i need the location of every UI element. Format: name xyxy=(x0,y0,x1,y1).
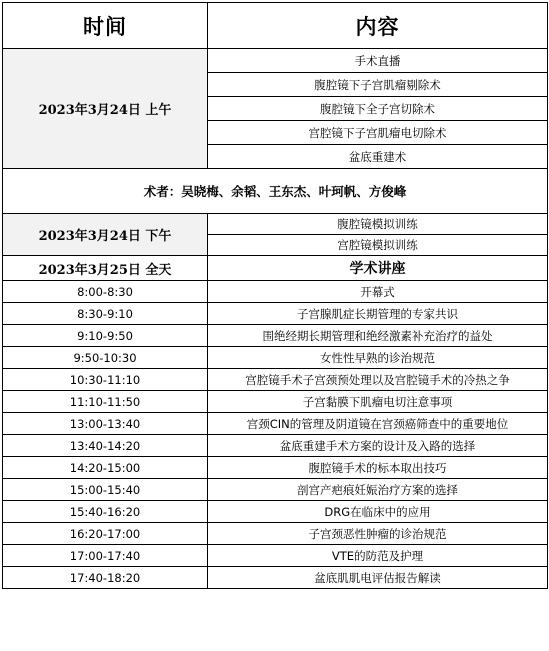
afternoon-item: 腹腔镜模拟训练 xyxy=(208,214,548,235)
schedule-row xyxy=(3,545,548,567)
header-content: 内容 xyxy=(208,3,548,49)
schedule-time: 17:00-17:40 xyxy=(3,545,208,567)
schedule-document xyxy=(2,2,547,589)
schedule-topic: 子宫颈恶性肿瘤的诊治规范 xyxy=(208,523,548,545)
schedule-row xyxy=(3,391,548,413)
header-time: 时间 xyxy=(3,3,208,49)
schedule-row xyxy=(3,347,548,369)
schedule-topic: 开幕式 xyxy=(208,281,548,303)
schedule-row xyxy=(3,325,548,347)
morning-item: 手术直播 xyxy=(208,49,548,73)
schedule-time: 8:00-8:30 xyxy=(3,281,208,303)
schedule-time: 16:20-17:00 xyxy=(3,523,208,545)
morning-item: 盆底重建术 xyxy=(208,145,548,169)
morning-date: 2023年3月24日 上午 xyxy=(3,49,208,169)
schedule-time: 9:10-9:50 xyxy=(3,325,208,347)
schedule-topic: 围绝经期长期管理和绝经激素补充治疗的益处 xyxy=(208,325,548,347)
afternoon-date: 2023年3月24日 下午 xyxy=(3,214,208,256)
schedule-row xyxy=(3,501,548,523)
schedule-row xyxy=(3,479,548,501)
schedule-time: 10:30-11:10 xyxy=(3,369,208,391)
schedule-topic: 宫颈CIN的管理及阴道镜在宫颈癌筛查中的重要地位 xyxy=(208,413,548,435)
schedule-time: 13:00-13:40 xyxy=(3,413,208,435)
morning-item: 腹腔镜下全子宫切除术 xyxy=(208,97,548,121)
schedule-time: 8:30-9:10 xyxy=(3,303,208,325)
schedule-topic: 子宫腺肌症长期管理的专家共识 xyxy=(208,303,548,325)
surgeons-text: 术者：吴晓梅、余韬、王东杰、叶珂帆、方俊峰 xyxy=(3,169,548,214)
schedule-time: 11:10-11:50 xyxy=(3,391,208,413)
table-header-row xyxy=(3,3,548,49)
schedule-time: 13:40-14:20 xyxy=(3,435,208,457)
afternoon-row xyxy=(3,214,548,235)
schedule-row xyxy=(3,303,548,325)
morning-item: 宫腔镜下子宫肌瘤电切除术 xyxy=(208,121,548,145)
schedule-time: 17:40-18:20 xyxy=(3,567,208,589)
schedule-time: 15:00-15:40 xyxy=(3,479,208,501)
day25-row xyxy=(3,256,548,281)
schedule-time: 14:20-15:00 xyxy=(3,457,208,479)
schedule-time: 15:40-16:20 xyxy=(3,501,208,523)
schedule-row xyxy=(3,281,548,303)
day25-title: 学术讲座 xyxy=(208,256,548,281)
morning-item: 腹腔镜下子宫肌瘤剔除术 xyxy=(208,73,548,97)
schedule-topic: 盆底肌肌电评估报告解读 xyxy=(208,567,548,589)
schedule-row xyxy=(3,457,548,479)
schedule-row xyxy=(3,369,548,391)
schedule-topic: DRG在临床中的应用 xyxy=(208,501,548,523)
schedule-row xyxy=(3,567,548,589)
surgeons-row xyxy=(3,169,548,214)
schedule-topic: 子宫黏膜下肌瘤电切注意事项 xyxy=(208,391,548,413)
schedule-row xyxy=(3,435,548,457)
schedule-row xyxy=(3,413,548,435)
morning-row xyxy=(3,49,548,73)
schedule-topic: 剖宫产疤痕妊娠治疗方案的选择 xyxy=(208,479,548,501)
schedule-topic: 盆底重建手术方案的设计及入路的选择 xyxy=(208,435,548,457)
schedule-topic: VTE的防范及护理 xyxy=(208,545,548,567)
afternoon-item: 宫腔镜模拟训练 xyxy=(208,235,548,256)
day25-date: 2023年3月25日 全天 xyxy=(3,256,208,281)
schedule-topic: 腹腔镜手术的标本取出技巧 xyxy=(208,457,548,479)
schedule-time: 9:50-10:30 xyxy=(3,347,208,369)
schedule-topic: 女性性早熟的诊治规范 xyxy=(208,347,548,369)
schedule-topic: 宫腔镜手术子宫颈预处理以及宫腔镜手术的冷热之争 xyxy=(208,369,548,391)
schedule-row xyxy=(3,523,548,545)
schedule-table xyxy=(2,2,548,589)
